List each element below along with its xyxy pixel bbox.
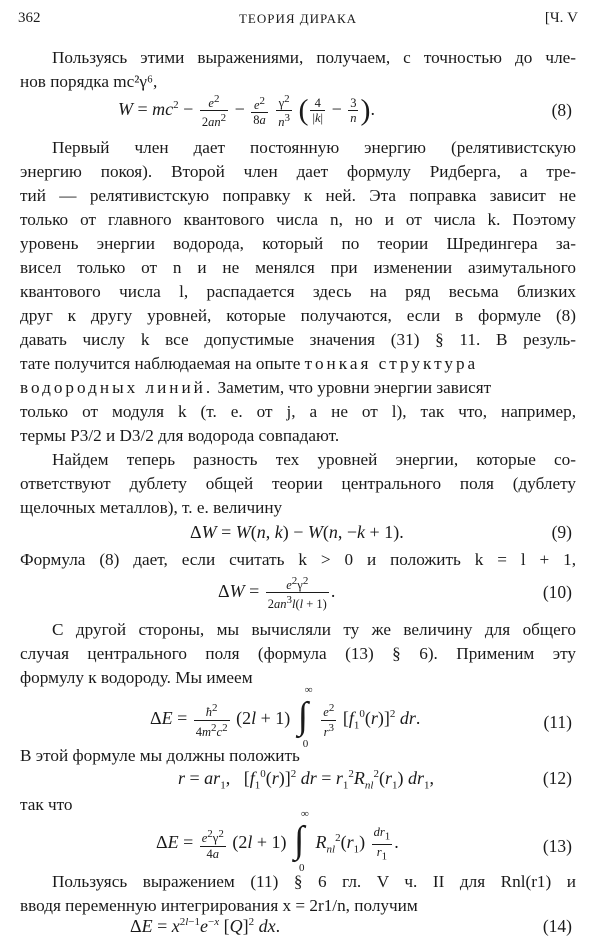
text-line: Найдем теперь разность тех уровней энергии, которые со-	[52, 450, 576, 469]
text-line: Пользуясь выражением (11) § 6 гл. V ч. II для Rnl(r1) и	[52, 872, 576, 891]
text-line: друг к другу уровней, которые получаются, если в формуле (8)	[20, 306, 576, 325]
equation-number: (9)	[551, 522, 572, 542]
page-header	[18, 10, 578, 32]
text-line: Формула (8) дает, если считать k > 0 и положить k = l + 1,	[20, 550, 576, 569]
text-line: Первый член дает постоянную энергию (релятивистскую	[52, 138, 576, 157]
equation-number: (8)	[551, 100, 572, 120]
page-number: 362	[18, 10, 41, 26]
spaced-emphasis: тонкая структура	[304, 354, 479, 373]
equation-number: (11)	[543, 712, 572, 732]
chapter-marker: [Ч. V	[544, 10, 578, 26]
text-line: тате получится наблюдаемая на опыте тонкая структура	[20, 354, 479, 373]
text-line: только от главного квантового числа n, но и от числа k. Поэтому	[20, 210, 576, 229]
text-line: ответствуют дублету общей теории центрального поля (дублету	[20, 474, 576, 493]
equation-10: ΔW = $\frac{e^2\gamma^2}{2an^3l(l + 1)}$ . (10)	[218, 575, 572, 612]
equation-13: ΔE = $\frac{e^2\gamma^2}{4a}$ (2l + 1) ∫ ∞ 0 $R_{nl}^2(r_1)$ $\frac{dr_1}{r_1}$ . (13)	[156, 808, 572, 874]
equation-number: (14)	[542, 916, 572, 936]
running-title: ТЕОРИЯ ДИРАКА	[238, 11, 358, 26]
text-line: термы P3/2 и D3/2 для водорода совпадают.	[20, 426, 340, 445]
spaced-emphasis: водородных линий.	[20, 378, 214, 397]
text-line: квантового числа l, распадается здесь на ряд весьма близких	[20, 282, 576, 301]
equation-12: $r = ar_1$, $[f_1^0(r)]^2$ dr = $r_1^2R_{nl}^2(r_1)$ $dr_1$, (12)	[178, 768, 572, 792]
text-line: Пользуясь этими выражениями, получаем, с точностью до чле-	[52, 48, 576, 67]
text-line: только от модуля k (т. е. от j, а не от l), так что, например,	[20, 402, 576, 421]
text-line: энергию покоя). Второй член дает формулу Ридберга, а тре-	[20, 162, 576, 181]
text-line: водородных линий. Заметим, что уровни энергии зависят	[20, 378, 492, 397]
text-line: щелочных металлов), т. е. величину	[20, 498, 283, 517]
equation-8: $W = mc^2$ − $\frac{e^2}{2an^2}$ − $\frac{e^2}{8a}$ $\frac{\gamma^2}{n^3}$ ( $\frac{4}{|k|}$ − $\frac{3}{n}$ ). (8)	[118, 93, 572, 130]
equation-number: (13)	[542, 836, 572, 856]
text-line: нов порядка mc²γ⁶,	[20, 72, 158, 91]
text-line: формулу к водороду. Мы имеем	[20, 668, 253, 687]
text-line: вводя переменную интегрирования x = 2r1/n, получим	[20, 896, 418, 915]
text-line: висел только от n и не менялся при изменении азимутального	[20, 258, 576, 277]
equation-14: $\Delta E = x^{2l-1}e^{-x}$ $[Q]^2$ dx. (14)	[130, 916, 572, 936]
text-line: так что	[20, 795, 73, 814]
text-line: С другой стороны, мы вычисляли ту же величину для общего	[52, 620, 576, 639]
text-line: тий — релятивистскую поправку к ней. Эта поправка зависит не	[20, 186, 576, 205]
text-line: В этой формуле мы должны положить	[20, 746, 300, 765]
equation-number: (10)	[542, 582, 572, 602]
equation-9: ΔW = W(n, k) − W(n, −k + 1). (9)	[190, 522, 572, 542]
text-line: уровень энергии водорода, который по теории Шредингера за-	[20, 234, 576, 253]
text-line: случая центрального поля (формула (13) § 6). Применим эту	[20, 644, 576, 663]
equation-11: ΔE = $\frac{ħ^2}{4m^2c^2}$ (2l + 1) ∫ ∞ 0 $\frac{e^2}{r^3}$ $[f_1^0(r)]^2$ dr. (11)	[150, 684, 572, 750]
equation-number: (12)	[542, 768, 572, 788]
text-line: давать числу k все допустимые значения (31) § 11. В резуль-	[20, 330, 576, 349]
